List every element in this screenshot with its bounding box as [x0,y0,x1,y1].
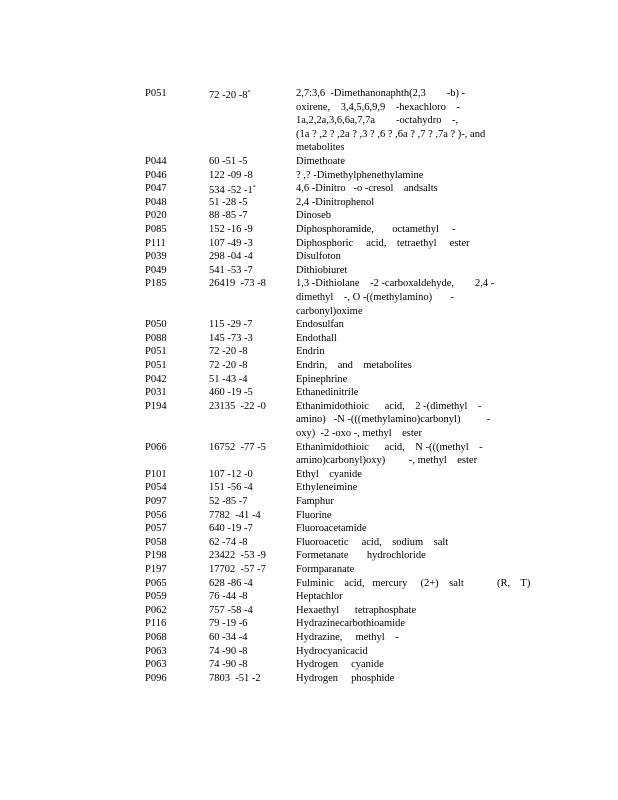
cas-number-text: 72 -20 -8 [209,90,248,101]
cas-number [209,672,261,686]
footnote-mark: * [247,90,251,96]
cas-number [209,209,248,223]
waste-code: P059 [145,591,167,603]
substance-name [296,617,596,631]
cas-number [209,264,253,278]
cas-number [209,495,248,509]
waste-code: P063 [145,645,167,657]
substance-name-line: Heptachlor [296,591,343,603]
substance-name [296,169,596,183]
substance-name-line: 2,4 -Dinitrophenol [296,196,375,208]
substance-name [296,209,596,223]
substance-name-line: Ethanimidothioic acid, 2 -(dimethyl - [296,400,482,412]
substance-name-line: Famphur [296,496,334,507]
substance-name-line: Endosulfan [296,319,344,331]
cas-number [209,468,253,482]
substance-name-line: Fluoroacetamide [296,523,367,535]
cas-number [209,237,253,251]
waste-code: P058 [145,536,167,548]
substance-name-line: Fluorine [296,509,332,521]
waste-code: P116 [145,618,167,630]
waste-code: P031 [145,387,167,399]
substance-name-line: Fluoroacetic acid, sodium salt [296,536,449,548]
substance-name [296,332,596,346]
cas-number-text: 26419 -73 -8 [209,278,266,290]
substance-name [296,536,596,550]
substance-name-line: Diphosphoric acid, tetraethyl ester [296,237,470,249]
substance-name [296,237,596,251]
waste-code: P054 [145,482,167,494]
substance-name-line: ? ,? -Dimethylphenethylamine [296,169,424,181]
substance-name-line: amino) -N -(((methylamino)carbonyl) - [296,414,491,426]
cas-number [209,386,253,400]
substance-name-line: dimethyl -, O -((methylamino) - [296,291,455,303]
waste-code: P047 [145,183,167,195]
waste-code: P048 [145,196,167,208]
waste-code: P194 [145,400,167,412]
substance-name-line: 2,7:3,6 -Dimethanonaphth(2,3 -b) - [296,88,466,99]
cas-number [209,658,248,672]
waste-code: P185 [145,278,167,290]
waste-code: P050 [145,319,167,331]
cas-number-text: 51 -28 -5 [209,196,248,208]
cas-number [209,617,248,631]
cas-number-text: 88 -85 -7 [209,210,248,222]
substance-name [296,631,596,645]
substance-name [296,182,596,196]
substance-name [296,250,596,264]
cas-number [209,509,261,523]
substance-name [296,386,596,400]
waste-code: P111 [145,237,166,249]
cas-number-text: 72 -20 -8 [209,346,248,358]
waste-code: P068 [145,632,167,643]
cas-number [209,481,253,495]
waste-code: P066 [145,441,167,453]
substance-name [296,373,596,387]
cas-number-text: 151 -56 -4 [209,482,253,494]
substance-name-line: Hydrogen phosphide [296,672,395,684]
substance-name [296,359,596,373]
waste-code: P051 [145,346,167,358]
substance-name-line: Formetanate hydrochloride [296,550,426,562]
substance-name [296,345,596,359]
substance-name-line: Dinoseb [296,210,331,222]
cas-number-text: 51 -43 -4 [209,373,248,385]
substance-name-line: Ethyl cyanide [296,468,362,480]
substance-name-line: Fulminic acid, mercury (2+) salt [296,577,464,589]
cas-number-text: 7803 -51 -2 [209,672,261,684]
cas-number [209,441,266,455]
cas-number [209,604,253,618]
substance-name [296,549,596,563]
cas-number [209,169,253,183]
cas-number-text: 74 -90 -8 [209,659,248,671]
substance-name-line: Endrin [296,346,325,358]
substance-name-line: Dithiobiuret [296,264,348,276]
substance-name [296,441,596,468]
cas-number [209,196,248,210]
substance-name-line: Hydrocyanicacid [296,645,368,657]
substance-name [296,400,596,441]
cas-number-text: 628 -86 -4 [209,577,253,589]
waste-code: P051 [145,360,167,371]
waste-code: P063 [145,659,167,671]
waste-code: P062 [145,604,167,616]
cas-number [209,250,253,264]
cas-number-text: 107 -12 -0 [209,468,253,480]
cas-number [209,563,266,577]
cas-number [209,645,248,659]
hazard-code: (R, T) [497,577,531,589]
waste-code: P096 [145,672,167,684]
cas-number-text: 460 -19 -5 [209,387,253,399]
waste-code: P051 [145,88,167,99]
substance-name [296,590,596,604]
substance-name [296,264,596,278]
cas-number [209,400,266,414]
waste-code: P020 [145,210,167,222]
substance-name [296,645,596,659]
substance-name [296,87,596,155]
substance-name [296,318,596,332]
cas-number-text: 62 -74 -8 [209,536,248,548]
waste-code: P044 [145,156,167,167]
substance-name-line: (1a ? ,2 ? ,2a ? ,3 ? ,6 ? ,6a ? ,7 ? ,7a ? )-, and [296,128,486,140]
cas-number [209,277,266,291]
waste-code: P088 [145,332,167,344]
substance-name-line: Hydrogen cyanide [296,659,384,671]
substance-name-line: Disulfoton [296,251,341,263]
cas-number [209,536,248,550]
substance-name-line: carbonyl)oxime [296,305,363,317]
waste-code: P065 [145,577,167,589]
substance-name-line: Ethyleneimine [296,482,358,494]
cas-number-text: 757 -58 -4 [209,604,253,616]
cas-number-text: 115 -29 -7 [209,319,253,331]
substance-name-line: 4,6 -Dinitro -o -cresol andsalts [296,183,438,195]
substance-name-line: Hydrazine, methyl - [296,632,399,643]
substance-name-line: amino)carbonyl)oxy) -, methyl ester [296,455,478,467]
substance-name-line: Epinephrine [296,373,348,385]
cas-number-text: 7782 -41 -4 [209,509,261,521]
substance-name [296,196,596,210]
substance-name [296,577,596,591]
substance-name-line: Hexaethyl tetraphosphate [296,604,417,616]
cas-number [209,155,248,169]
substance-name [296,277,596,318]
waste-code: P198 [145,550,167,562]
cas-number-text: 145 -73 -3 [209,332,253,344]
cas-number-text: 23422 -53 -9 [209,550,266,562]
substance-name-line: Endrin, and metabolites [296,360,412,371]
cas-number-text: 298 -04 -4 [209,251,253,263]
waste-code: P042 [145,373,167,385]
cas-number-text: 72 -20 -8 [209,360,248,371]
cas-number-text: 74 -90 -8 [209,645,248,657]
waste-code: P085 [145,224,167,235]
cas-number [209,223,253,237]
cas-number [209,522,253,536]
substance-name [296,672,596,686]
cas-number-text: 541 -53 -7 [209,264,253,276]
waste-code: P046 [145,169,167,181]
substance-name-line: Ethanimidothioic acid, N -(((methyl - [296,441,483,453]
substance-name [296,223,596,237]
cas-number-text: 76 -44 -8 [209,591,248,603]
cas-number-text: 534 -52 -1 [209,185,253,197]
substance-name [296,495,596,509]
substance-name [296,155,596,169]
waste-code: P056 [145,509,167,521]
waste-code: P101 [145,468,167,480]
substance-name-line: metabolites [296,142,345,154]
substance-name-line: Dimethoate [296,156,345,167]
cas-number-text: 152 -16 -9 [209,224,253,235]
cas-number-text: 60 -51 -5 [209,156,248,167]
cas-number-text: 16752 -77 -5 [209,441,266,453]
substance-name [296,563,596,577]
waste-code: P049 [145,264,167,276]
cas-number-text: 23135 -22 -0 [209,400,266,412]
substance-name-line: Formparanate [296,564,355,575]
substance-name-line: Hydrazinecarbothioamide [296,618,406,630]
cas-number-text: 122 -09 -8 [209,169,253,181]
substance-name [296,481,596,495]
substance-name-line: Ethanedinitrile [296,387,359,399]
substance-name-line: Endothall [296,332,337,344]
cas-number-text: 640 -19 -7 [209,523,253,535]
cas-number [209,373,248,387]
substance-name-line: 1a,2,2a,3,6,6a,7,7a -octahydro -, [296,115,459,127]
waste-code: P197 [145,564,167,575]
waste-code: P039 [145,251,167,263]
cas-number [209,577,253,591]
substance-name [296,509,596,523]
cas-number [209,318,252,332]
cas-number [209,590,248,604]
substance-name-line: 1,3 -Dithiolane -2 -carboxaldehyde, 2,4 - [296,278,495,290]
substance-name [296,604,596,618]
cas-number-text: 52 -85 -7 [209,496,248,507]
substance-name-line: oxirene, 3,4,5,6,9,9 -hexachloro - [296,101,460,113]
substance-name-line: Diphosphoramide, octamethyl - [296,224,456,235]
cas-number [209,631,248,645]
footnote-mark: * [252,185,256,192]
waste-code: P097 [145,496,167,507]
cas-number [209,359,248,373]
substance-name [296,522,596,536]
waste-code: P057 [145,523,167,535]
cas-number [209,87,251,103]
cas-number [209,332,253,346]
cas-number [209,549,266,563]
cas-number-text: 79 -19 -6 [209,618,248,630]
cas-number-text: 107 -49 -3 [209,237,253,249]
cas-number-text: 17702 -57 -7 [209,564,266,575]
cas-number [209,345,248,359]
cas-number-text: 60 -34 -4 [209,632,248,643]
substance-name [296,658,596,672]
substance-name-line: oxy) -2 -oxo -, methyl ester [296,427,422,439]
substance-name [296,468,596,482]
